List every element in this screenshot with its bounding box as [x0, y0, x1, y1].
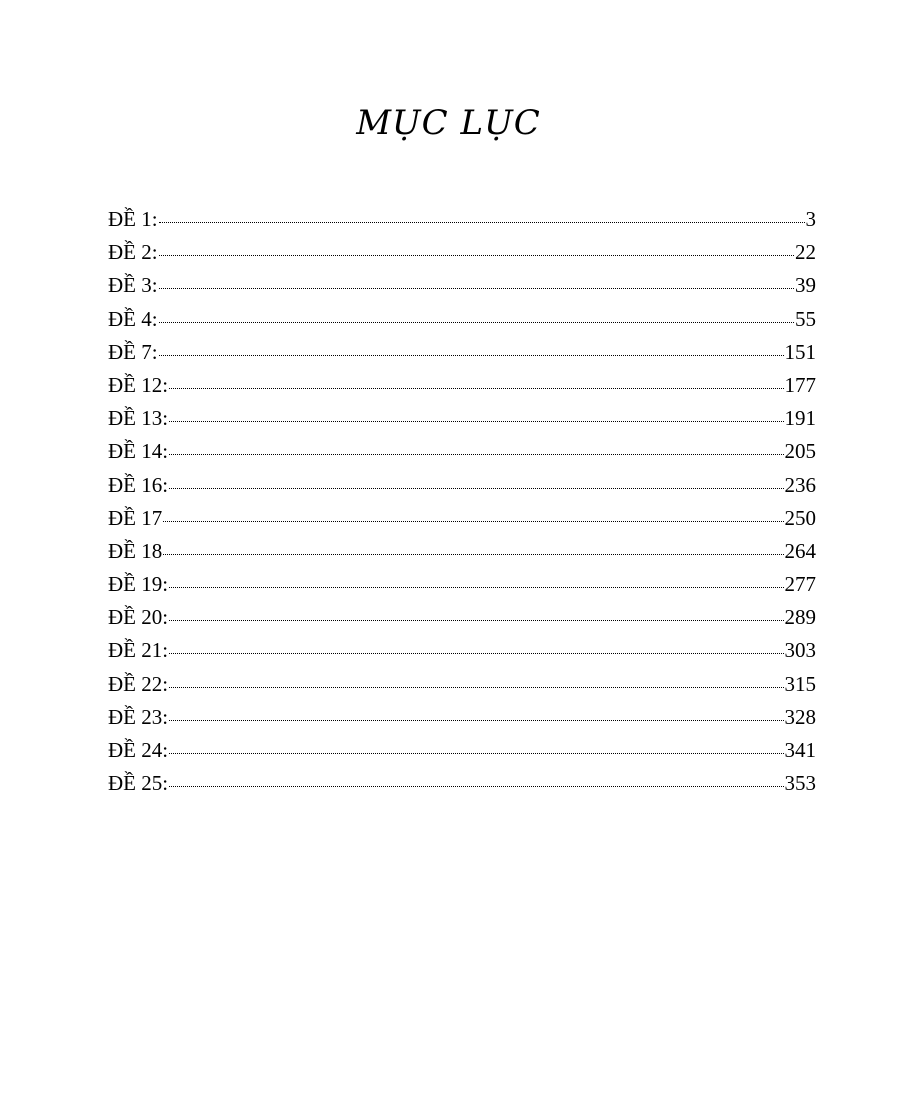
toc-entry[interactable]: [108, 535, 816, 568]
toc-entry-label: ĐỀ 20:: [108, 605, 169, 630]
toc-entry-page: 151: [784, 339, 816, 364]
toc-entry-label: ĐỀ 14:: [108, 439, 169, 464]
dot-leader: [169, 785, 783, 787]
dot-leader: [163, 520, 783, 522]
dot-leader: [169, 752, 783, 754]
toc-entry-page: 353: [784, 771, 816, 796]
toc-entry-label: ĐỀ 24:: [108, 738, 169, 762]
toc-entry[interactable]: [108, 634, 816, 667]
toc-entry-label: ĐỀ 2:: [108, 240, 158, 265]
toc-entry[interactable]: [108, 303, 816, 336]
toc-entry[interactable]: [108, 435, 816, 468]
toc-entry[interactable]: [108, 469, 816, 502]
toc-entry[interactable]: [108, 369, 816, 402]
toc-entry-page: 236: [784, 472, 816, 497]
dot-leader: [169, 686, 783, 688]
toc-entry-label: ĐỀ 19:: [108, 572, 169, 597]
dot-leader: [159, 254, 794, 256]
toc-entry-label: ĐỀ 21:: [108, 638, 169, 663]
dot-leader: [159, 287, 794, 289]
toc-entry[interactable]: [108, 269, 816, 302]
toc-entry-page: 303: [784, 638, 816, 663]
toc-entry-page: 277: [784, 572, 816, 597]
dot-leader: [169, 487, 783, 489]
toc-entry-label: ĐỀ 7:: [108, 339, 158, 364]
toc-entry-label: ĐỀ 25:: [108, 771, 169, 796]
toc-entry-label: ĐỀ 18: [108, 538, 163, 563]
toc-entry[interactable]: [108, 568, 816, 601]
toc-entry[interactable]: [108, 402, 816, 435]
toc-entry-page: 55: [795, 306, 816, 331]
toc-entry[interactable]: [108, 203, 816, 236]
toc-entry-page: 39: [795, 273, 816, 298]
toc-entry-page: 205: [784, 439, 816, 464]
toc-entry-label: ĐỀ 22:: [108, 671, 169, 696]
toc-entry[interactable]: [108, 701, 816, 734]
toc-entry-page: 191: [784, 406, 816, 431]
dot-leader: [163, 553, 783, 555]
toc-entry[interactable]: [108, 767, 816, 800]
dot-leader: [169, 719, 783, 721]
toc-entry-page: 177: [784, 372, 816, 397]
toc-entry[interactable]: [108, 734, 816, 767]
toc-entry-label: ĐỀ 1:: [108, 207, 158, 231]
table-of-contents: [108, 203, 816, 800]
toc-entry-page: 328: [784, 704, 816, 729]
toc-entry[interactable]: [108, 601, 816, 634]
toc-entry[interactable]: [108, 236, 816, 269]
toc-entry-label: ĐỀ 13:: [108, 406, 169, 431]
toc-entry-label: ĐỀ 12:: [108, 372, 169, 397]
toc-entry-page: 3: [805, 207, 816, 231]
toc-entry-label: ĐỀ 17: [108, 505, 163, 530]
dot-leader: [169, 586, 783, 588]
toc-entry-page: 264: [784, 538, 816, 563]
toc-entry[interactable]: [108, 336, 816, 369]
dot-leader: [159, 221, 805, 223]
dot-leader: [169, 652, 783, 654]
dot-leader: [169, 387, 783, 389]
toc-entry-page: 341: [784, 738, 816, 762]
toc-entry[interactable]: [108, 668, 816, 701]
page-title: MỤC LỤC: [356, 103, 541, 143]
toc-entry-page: 315: [784, 671, 816, 696]
dot-leader: [159, 354, 784, 356]
toc-entry-label: ĐỀ 16:: [108, 472, 169, 497]
dot-leader: [169, 420, 783, 422]
toc-entry-label: ĐỀ 3:: [108, 273, 158, 298]
dot-leader: [159, 321, 794, 323]
toc-entry-label: ĐỀ 4:: [108, 306, 158, 331]
dot-leader: [169, 619, 783, 621]
dot-leader: [169, 453, 783, 455]
toc-entry[interactable]: [108, 502, 816, 535]
toc-entry-page: 289: [784, 605, 816, 630]
toc-entry-label: ĐỀ 23:: [108, 704, 169, 729]
toc-entry-page: 22: [795, 240, 816, 265]
toc-entry-page: 250: [784, 505, 816, 530]
